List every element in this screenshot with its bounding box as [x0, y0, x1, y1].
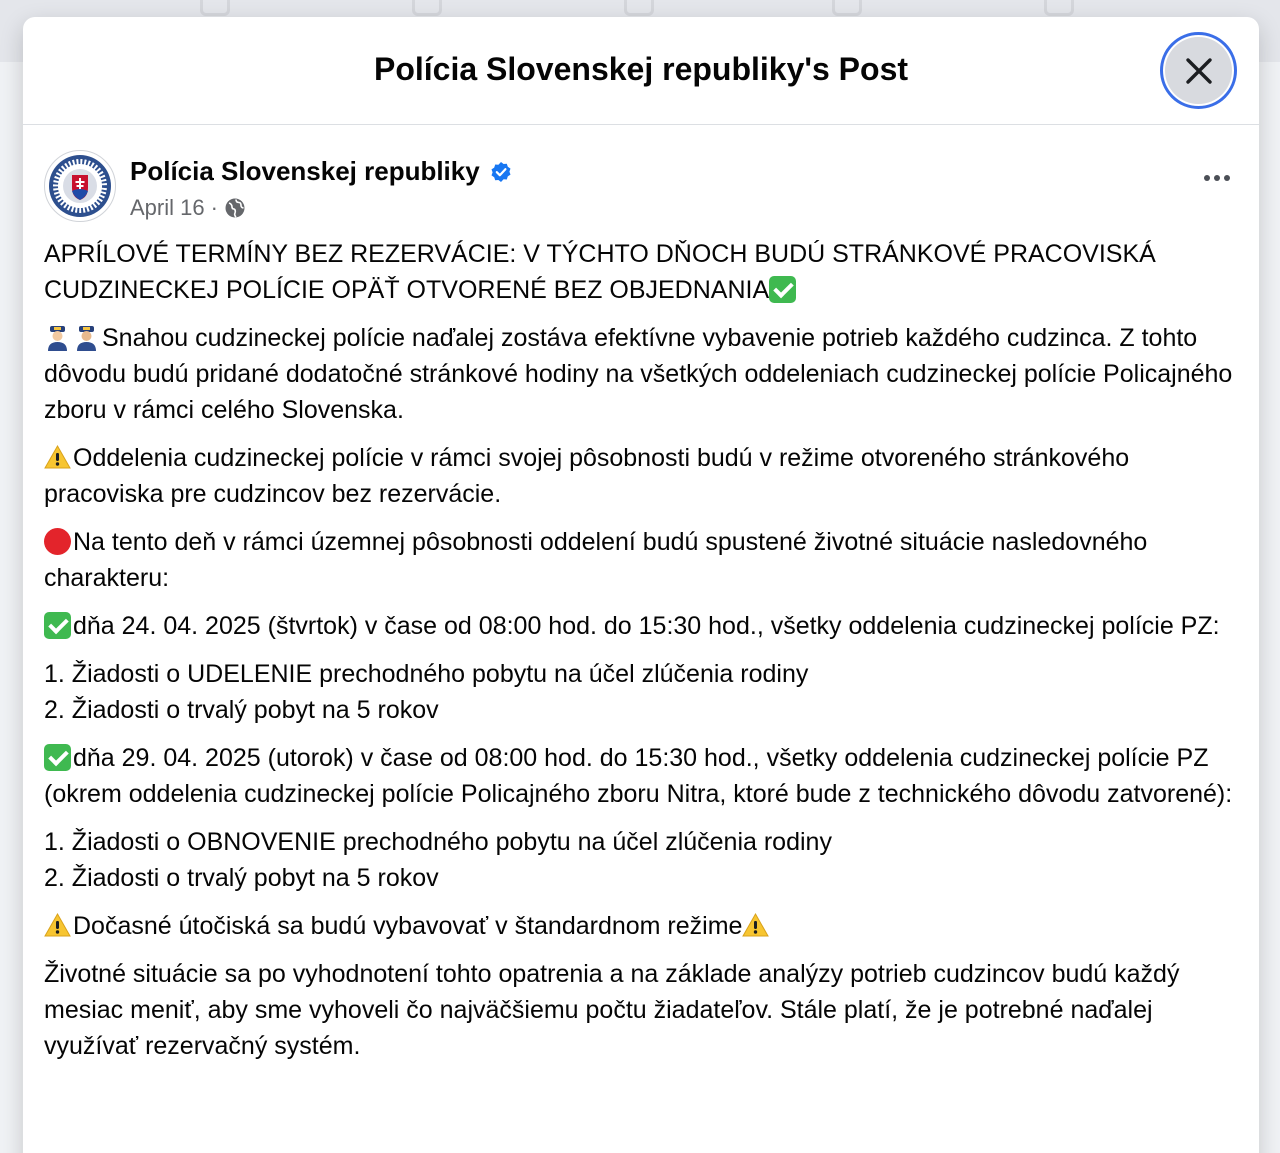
list-item: 1. Žiadosti o OBNOVENIE prechodného pobytu na účel zlúčenia rodiny	[44, 828, 832, 856]
post-header	[44, 150, 1238, 236]
post-list	[44, 824, 1238, 896]
post-paragraph	[44, 320, 1238, 428]
post-paragraph	[44, 608, 1238, 644]
close-button[interactable]	[1160, 32, 1237, 109]
background-nav-icon	[412, 0, 442, 16]
warning-emoji-icon	[44, 444, 71, 471]
warning-emoji-icon	[44, 912, 71, 939]
background-nav-icon	[624, 0, 654, 16]
globe-icon[interactable]	[224, 197, 246, 219]
dialog-title: Polícia Slovenskej republiky's Post	[373, 51, 909, 87]
list-item: 2. Žiadosti o trvalý pobyt na 5 rokov	[44, 696, 439, 724]
post-paragraph	[44, 440, 1238, 512]
paragraph-text: Dočasné útočiská sa budú vybavovať v štandardnom režime	[73, 912, 743, 940]
post-paragraph	[44, 908, 1238, 944]
verified-badge-icon	[490, 161, 512, 183]
more-options-button[interactable]	[1195, 163, 1239, 193]
paragraph-text: dňa 29. 04. 2025 (utorok) v čase od 08:00 hod. do 15:30 hod., všetky oddelenia cudzineckej polície PZ (okrem oddelenia cudzineckej polície Policajného zboru Nitra, ktoré bude z technického dôvodu zatvorené):	[44, 744, 1233, 808]
more-dot-icon	[1224, 175, 1230, 181]
more-dot-icon	[1204, 175, 1210, 181]
list-item: 2. Žiadosti o trvalý pobyt na 5 rokov	[44, 864, 439, 892]
post	[23, 125, 1259, 1064]
background-nav-icon	[1044, 0, 1074, 16]
paragraph-text: APRÍLOVÉ TERMÍNY BEZ REZERVÁCIE: V TÝCHTO DŇOCH BUDÚ STRÁNKOVÉ PRACOVISKÁ CUDZINECKEJ POLÍCIE OPÄŤ OTVORENÉ BEZ OBJEDNANIA	[44, 240, 1156, 304]
paragraph-text: Na tento deň v rámci územnej pôsobnosti oddelení budú spustené životné situácie nasledovného charakteru:	[44, 528, 1148, 592]
background-nav-icon	[200, 0, 230, 16]
police-officer-emoji-icon	[73, 324, 100, 351]
post-list	[44, 656, 1238, 728]
post-paragraph	[44, 524, 1238, 596]
red-circle-emoji-icon	[44, 528, 71, 555]
list-item: 1. Žiadosti o UDELENIE prechodného pobytu na účel zlúčenia rodiny	[44, 660, 809, 688]
meta-separator: ·	[210, 195, 218, 220]
check-mark-emoji-icon	[769, 276, 796, 303]
paragraph-text: Oddelenia cudzineckej polície v rámci svojej pôsobnosti budú v režime otvoreného stránkového pracoviska pre cudzincov bez rezervácie.	[44, 444, 1130, 508]
close-icon	[1184, 56, 1214, 86]
post-dialog	[23, 17, 1259, 1153]
more-dot-icon	[1214, 175, 1220, 181]
dialog-header	[23, 17, 1259, 125]
author-name-link[interactable]: Polícia Slovenskej republiky	[130, 156, 480, 186]
post-paragraph	[44, 956, 1238, 1064]
police-officer-emoji-icon	[44, 324, 71, 351]
background-nav-icon	[832, 0, 862, 16]
avatar[interactable]	[44, 150, 116, 222]
post-paragraph	[44, 236, 1238, 308]
post-date-link[interactable]: April 16	[130, 195, 205, 220]
check-mark-emoji-icon	[44, 744, 71, 771]
post-body	[44, 236, 1238, 1064]
check-mark-emoji-icon	[44, 612, 71, 639]
warning-emoji-icon	[742, 912, 769, 939]
paragraph-text: Životné situácie sa po vyhodnotení tohto opatrenia a na základe analýzy potrieb cudzincov budú každý mesiac meniť, aby sme vyhoveli čo najväčšiemu počtu žiadateľov. Stále platí, že je potrebné naďalej využívať rezervačný systém.	[44, 960, 1180, 1060]
paragraph-text: Snahou cudzineckej polície naďalej zostáva efektívne vybavenie potrieb každého cudzinca. Z tohto dôvodu budú pridané dodatočné stránkové hodiny na všetkých oddeleniach cudzineckej polície Policajného zboru v rámci celého Slovenska.	[44, 324, 1233, 424]
police-seal-logo	[47, 153, 113, 219]
post-paragraph	[44, 740, 1238, 812]
paragraph-text: dňa 24. 04. 2025 (štvrtok) v čase od 08:00 hod. do 15:30 hod., všetky oddelenia cudzineckej polície PZ:	[73, 612, 1220, 640]
